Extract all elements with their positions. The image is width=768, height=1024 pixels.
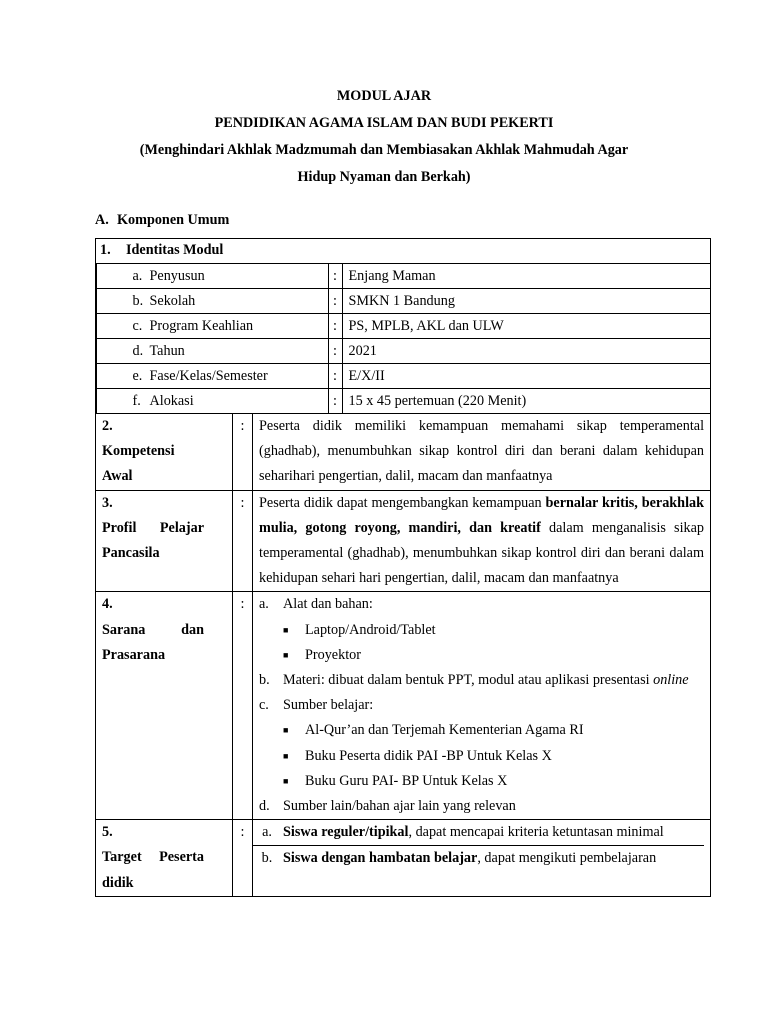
row-colon: : [328, 364, 342, 389]
title-topic-line1: (Menghindari Akhlak Madzmumah dan Membiasakan Akhlak Mahmudah Agar [139, 142, 629, 158]
target-row [96, 820, 711, 897]
title-modul-ajar: MODUL AJAR [336, 88, 432, 104]
profil-bold-text: bernalar kritis, berakhlak mulia, gotong royong, mandiri, dan kreatif [259, 494, 704, 536]
bullet-square-icon: ■ [283, 750, 289, 761]
item-text: Sumber belajar: [283, 697, 374, 714]
item-key: d. [259, 798, 270, 815]
item-text-italic: online [653, 672, 689, 689]
item-key: b. [259, 672, 270, 689]
row-label: Program Keahlian [149, 318, 254, 334]
item-text: Sumber lain/bahan ajar lain yang relevan [283, 798, 516, 815]
row-number: 2. [102, 418, 113, 434]
identity-rows [96, 264, 711, 414]
kompetensi-row [96, 414, 711, 491]
row-label: Fase/Kelas/Semester [149, 368, 268, 384]
list-item-text: Buku Guru PAI- BP Untuk Kelas X [305, 772, 508, 789]
sarana-content [253, 592, 711, 820]
row-value: E/X/II [342, 364, 711, 389]
item-text-main: , dapat mengikuti pembelajaran [477, 850, 657, 867]
identity-row [96, 339, 711, 364]
item-bold-text: Siswa dengan hambatan belajar [283, 850, 478, 867]
item-bold-text: Siswa reguler/tipikal [283, 824, 409, 841]
row-label: Sarana dan Prasarana [102, 621, 204, 663]
item-text [281, 820, 704, 845]
row-colon: : [328, 389, 342, 414]
row-label: Alokasi [149, 393, 194, 409]
identity-row [96, 389, 711, 414]
identity-row [96, 289, 711, 314]
row-label: Tahun [149, 343, 185, 359]
section-title: Komponen Umum [117, 212, 230, 228]
sarana-item-b [259, 668, 704, 693]
sarana-item-c [259, 693, 704, 718]
list-item-text: Proyektor [305, 646, 361, 663]
list-item [283, 744, 704, 769]
item-key: a. [262, 824, 272, 841]
row-value: PS, MPLB, AKL dan ULW [342, 314, 711, 339]
identity-header-row [96, 239, 711, 264]
row-value: 2021 [342, 339, 711, 364]
row-label: Penyusun [149, 268, 205, 284]
row-label: Target Peserta didik [102, 849, 204, 891]
bullet-square-icon: ■ [283, 624, 289, 635]
row-letter: e. [132, 368, 143, 384]
kompetensi-text: Peserta didik memiliki kemampuan memahami sikap temperamental (ghadhab), menumbuhkan sikap kontrol diri dan berani dalam kehidupan seharihari pengertian, dalil, macam dan manfaatnya [253, 414, 711, 491]
row-letter: b. [132, 293, 144, 309]
row-number: 5. [102, 824, 113, 841]
row-number: 4. [102, 596, 113, 613]
bullet-square-icon: ■ [283, 649, 289, 660]
sarana-item-d [259, 794, 704, 819]
row-label: Sekolah [149, 293, 196, 309]
identity-row [96, 364, 711, 389]
profil-text [253, 490, 711, 592]
item-key: a. [259, 596, 269, 613]
target-item-a [253, 820, 704, 846]
row-letter: a. [132, 268, 143, 284]
bullet-square-icon: ■ [283, 725, 289, 736]
sarana-row [96, 592, 711, 820]
identity-number: 1. [100, 242, 111, 258]
row-colon: : [328, 314, 342, 339]
row-value: SMKN 1 Bandung [342, 289, 711, 314]
profil-row [96, 490, 711, 592]
row-colon: : [233, 820, 253, 897]
row-colon: : [233, 490, 253, 592]
bullet-square-icon: ■ [283, 775, 289, 786]
section-letter: A. [95, 212, 109, 228]
identity-row [96, 264, 711, 289]
list-item [283, 718, 704, 743]
item-text: Alat dan bahan: [283, 596, 373, 613]
row-letter: d. [132, 343, 144, 359]
target-content [253, 820, 711, 897]
row-colon: : [328, 289, 342, 314]
list-item [283, 769, 704, 794]
row-colon: : [328, 339, 342, 364]
profil-text-a: Peserta didik dapat mengembangkan kemampuan [259, 494, 546, 511]
section-heading [95, 212, 229, 229]
identity-title: Identitas Modul [126, 242, 224, 258]
item-text [283, 668, 704, 693]
component-table [95, 238, 711, 897]
item-key: c. [259, 697, 269, 714]
profil-text-b: dalam menganalisis sikap temperamental (ghadhab), menumbuhkan sikap kontrol diri dan berani dalam kehidupan sehari hari pengertian, dalil, macam dan manfaatnya [259, 519, 705, 587]
row-value: 15 x 45 pertemuan (220 Menit) [342, 389, 711, 414]
row-value: Enjang Maman [342, 264, 711, 289]
list-item-text: Buku Peserta didik PAI -BP Untuk Kelas X [305, 747, 552, 764]
title-topic-line2: Hidup Nyaman dan Berkah) [297, 169, 471, 185]
target-item-b [253, 846, 704, 871]
row-letter: f. [132, 393, 141, 409]
row-letter: c. [132, 318, 143, 334]
identity-table [96, 264, 711, 413]
row-number: 3. [102, 494, 113, 511]
list-item [283, 618, 704, 643]
list-item [283, 643, 704, 668]
document-title-block [0, 86, 768, 194]
sarana-c-list [259, 718, 704, 794]
row-colon: : [233, 414, 253, 491]
item-text [281, 846, 704, 871]
item-text-main: Materi: dibuat dalam bentuk PPT, modul atau aplikasi presentasi [283, 672, 654, 689]
row-colon: : [328, 264, 342, 289]
row-label: Kompetensi Awal [102, 443, 175, 485]
item-text-main: , dapat mencapai kriteria ketuntasan minimal [408, 824, 664, 841]
row-colon: : [233, 592, 253, 820]
sarana-a-list [259, 618, 704, 668]
row-label: Profil Pelajar Pancasila [102, 519, 204, 562]
identity-row [96, 314, 711, 339]
sarana-item-a [259, 592, 704, 617]
list-item-text: Al-Qur’an dan Terjemah Kementerian Agama RI [305, 722, 584, 739]
list-item-text: Laptop/Android/Tablet [305, 621, 436, 638]
title-subject: PENDIDIKAN AGAMA ISLAM DAN BUDI PEKERTI [214, 115, 554, 131]
item-key: b. [261, 850, 273, 867]
